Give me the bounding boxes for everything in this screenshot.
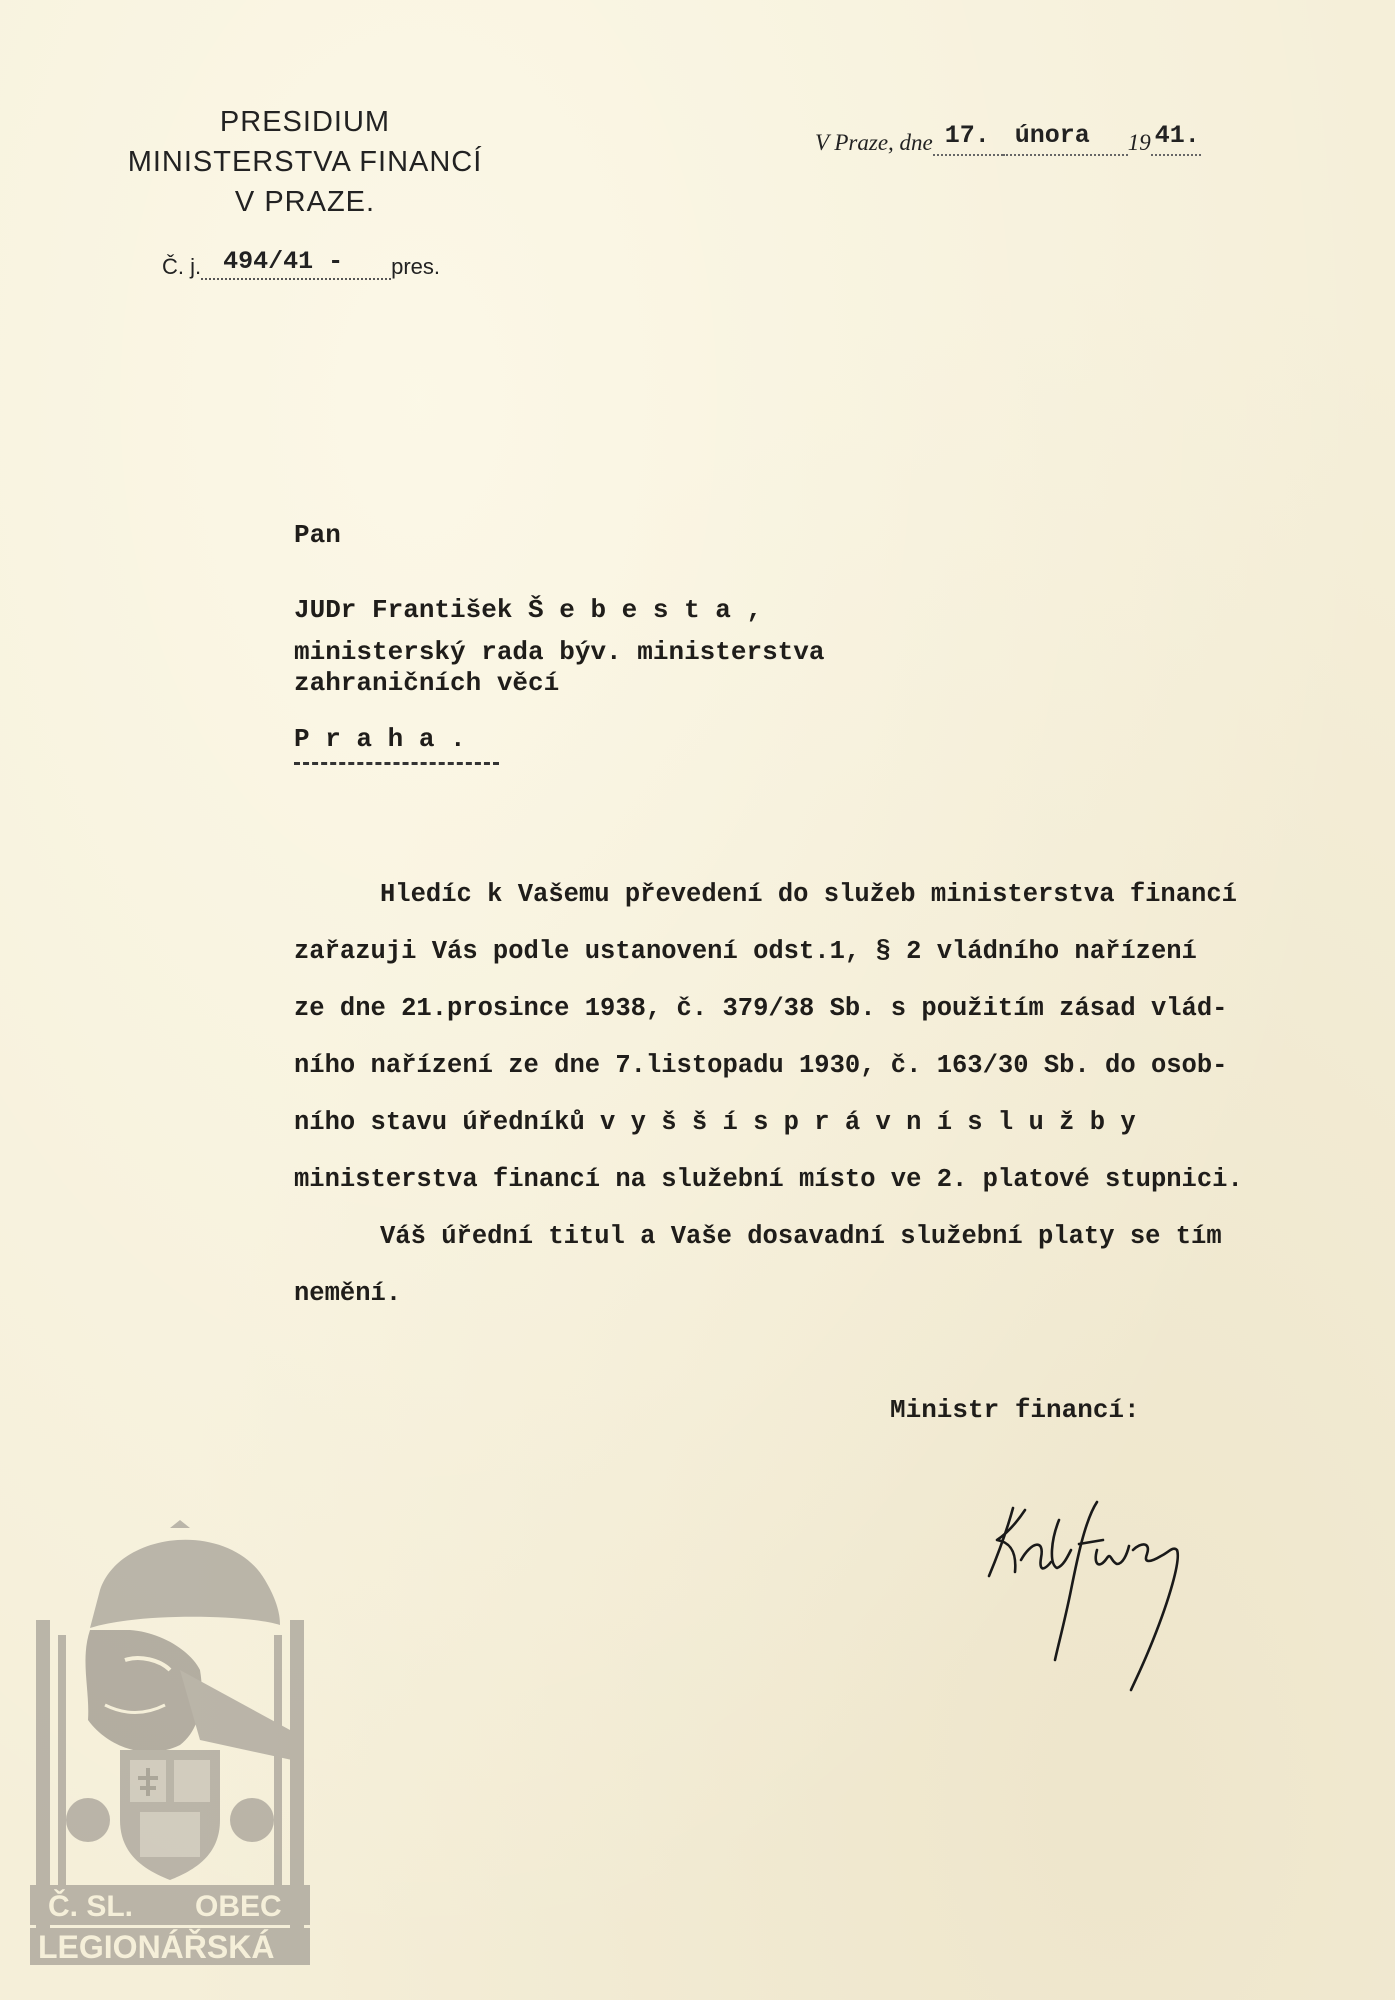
body-line-2: zařazuji Vás podle ustanovení odst.1, § 2 vládního nařízení: [294, 937, 1197, 966]
body-line-7: Váš úřední titul a Vaše dosavadní služební platy se tím: [380, 1222, 1222, 1251]
date-century: 19: [1127, 130, 1151, 155]
body-line-6: ministerstva financí na služební místo ve 2. platové stupnici.: [294, 1165, 1243, 1194]
reference-number: [162, 247, 441, 280]
handwritten-signature: [985, 1480, 1245, 1700]
legion-association-logo: [30, 1520, 310, 1965]
reference-value: 494/41 -: [223, 247, 344, 276]
soldier-face-icon: [85, 1630, 201, 1752]
letterhead: [80, 102, 530, 222]
body-line-5: ního stavu úředníků v y š š í s p r á v n í s l u ž b y: [294, 1108, 1136, 1137]
body-line-3: ze dne 21.prosince 1938, č. 379/38 Sb. s použitím zásad vlád-: [294, 994, 1228, 1023]
closing-label: Ministr financí:: [890, 1395, 1140, 1425]
addressee-title-line2: zahraničních věcí: [294, 668, 560, 698]
reference-label: Č. j.: [162, 254, 202, 279]
body-line-4: ního nařízení ze dne 7.listopadu 1930, č. 163/30 Sb. do osob-: [294, 1051, 1228, 1080]
letterhead-line-presidium: PRESIDIUM: [219, 106, 391, 138]
helmet-icon: [90, 1540, 280, 1628]
reference-suffix: pres.: [391, 254, 441, 279]
date-year: 41.: [1154, 121, 1200, 150]
date-prefix: V Praze, dne: [815, 130, 933, 155]
city-underline: [294, 762, 499, 765]
date-month: února: [1014, 121, 1090, 150]
date-line: [815, 121, 1201, 156]
letterhead-line-ministry: MINISTERSTVA FINANCÍ: [127, 146, 483, 178]
letterhead-line-city: V PRAZE.: [234, 186, 376, 218]
addressee-title-line1: ministerský rada býv. ministerstva: [294, 637, 825, 667]
logo-text-line1: Č. SL.: [48, 1890, 134, 1923]
salutation: Pan: [294, 520, 341, 550]
body-line-8: nemění.: [294, 1279, 402, 1308]
body-line-1: Hledíc k Vašemu převedení do služeb ministerstva financí: [380, 880, 1237, 909]
addressee-name: JUDr František Š e b e s t a ,: [294, 595, 763, 625]
logo-text-line1b: OBEC: [195, 1890, 282, 1923]
logo-text-line2: LEGIONÁŘSKÁ: [38, 1929, 275, 1965]
body-paragraph: [294, 866, 1344, 1322]
addressee-city: P r a h a .: [294, 724, 466, 754]
date-day: 17.: [944, 121, 990, 150]
